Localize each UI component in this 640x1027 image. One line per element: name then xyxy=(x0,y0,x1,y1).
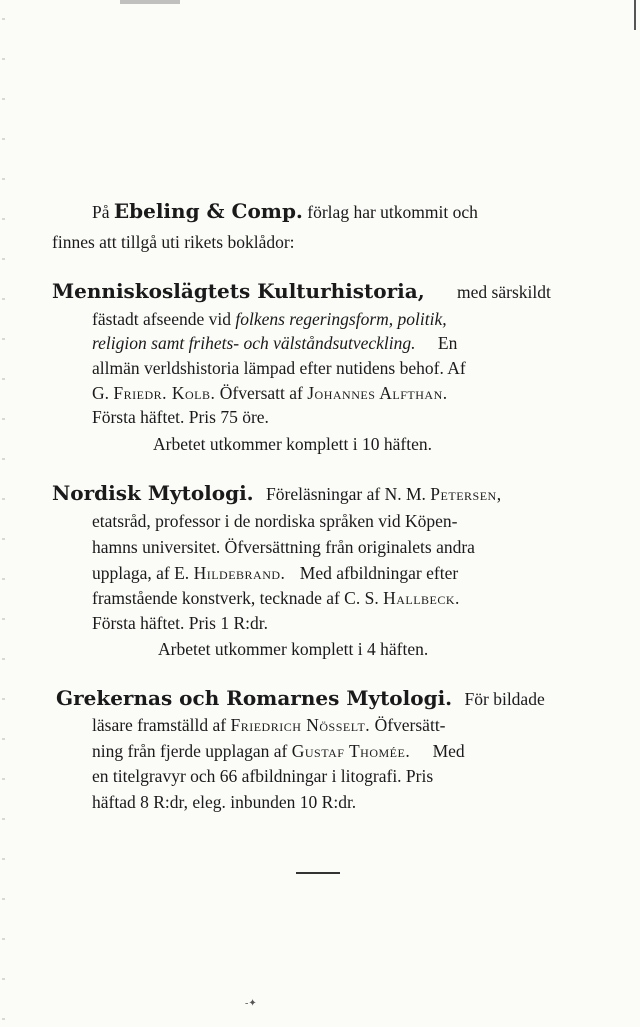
entry1-line-1 xyxy=(52,280,551,303)
author-petersen: Petersen, xyxy=(430,484,502,504)
entry2-line-7: Arbetet utkommer komplett i 4 häften. xyxy=(158,639,429,659)
entry1-line-4: allmän verldshistoria lämpad efter nutidens behof. Af xyxy=(92,358,466,378)
intro-line-2: finnes att tillgå uti rikets boklådor: xyxy=(52,232,295,252)
translator-thomee: Gustaf Thomée. xyxy=(291,741,411,761)
entry1-l2-italic: folkens regeringsform, politik, xyxy=(235,309,447,329)
illustrator-hallbeck: Hallbeck. xyxy=(383,588,460,608)
entry3-line-4: en titelgravyr och 66 afbildningar i litografi. Pris xyxy=(92,766,434,786)
entry2-line-2: etatsråd, professor i de nordiska språken vid Köpen- xyxy=(92,511,458,531)
entry2-l5-a: framstående konstverk, tecknade af C. S. xyxy=(92,588,379,608)
entry3-l1-tail: För bildade xyxy=(464,689,545,709)
translator-alfthan: Johannes Alfthan. xyxy=(307,383,448,403)
entry2-line-3: hamns universitet. Öfversättning från originalets andra xyxy=(92,537,475,557)
page-edge-left xyxy=(2,0,5,1027)
intro-rest: förlag har utkommit och xyxy=(307,202,478,222)
entry1-line-2 xyxy=(92,308,447,330)
entry1-line-3 xyxy=(92,332,457,354)
entry2-line-4 xyxy=(92,562,458,584)
entry1-line-5 xyxy=(92,382,448,404)
entry3-l3-a: ning från fjerde upplagan af xyxy=(92,741,288,761)
translator-hildebrand: Hildebrand. xyxy=(193,563,286,583)
entry2-line-1 xyxy=(52,482,502,505)
entry3-line-3 xyxy=(92,740,465,762)
page-edge-right xyxy=(634,0,636,30)
entry2-line-6: Första häftet. Pris 1 R:dr. xyxy=(92,613,268,633)
entry3-title: Grekernas och Romarnes Mytologi. xyxy=(56,686,453,710)
entry1-l5-a: G. xyxy=(92,383,110,403)
entry1-l1-tail: med särskildt xyxy=(457,282,551,302)
publisher-name: Ebeling & Comp. xyxy=(113,199,303,223)
entry3-line-1 xyxy=(56,687,545,710)
entry1-line-6: Första häftet. Pris 75 öre. xyxy=(92,407,269,427)
author-kolb: Friedr. Kolb. xyxy=(113,383,216,403)
top-smudge xyxy=(120,0,180,4)
entry3-l3-b: Med xyxy=(432,741,465,761)
entry1-l3-tail: En xyxy=(437,333,458,353)
entry2-l4-a: upplaga, af E. xyxy=(92,563,190,583)
entry1-l3-italic: religion samt frihets- och välståndsutveckling. xyxy=(92,333,416,353)
entry3-line-2 xyxy=(92,714,446,736)
entry1-l2-a: fästadt afseende vid xyxy=(92,309,231,329)
entry3-l2-a: läsare framställd af xyxy=(92,715,227,735)
section-divider xyxy=(296,872,340,874)
footer-mark: -✦ xyxy=(245,998,257,1009)
entry1-line-7: Arbetet utkommer komplett i 10 häften. xyxy=(153,434,432,454)
author-nosselt: Friedrich Nösselt. xyxy=(230,715,371,735)
entry2-l1-a: Föreläsningar af N. M. xyxy=(266,484,426,504)
entry2-l4-b: Med afbildningar efter xyxy=(299,563,459,583)
entry2-line-5 xyxy=(92,587,460,609)
entry2-title: Nordisk Mytologi. xyxy=(52,481,254,505)
entry3-line-5: häftad 8 R:dr, eleg. inbunden 10 R:dr. xyxy=(92,792,357,812)
intro-line-1 xyxy=(92,200,478,223)
entry3-l2-b: Öfversätt- xyxy=(374,715,446,735)
entry1-title: Menniskoslägtets Kulturhistoria, xyxy=(52,279,425,303)
entry1-l5-b: Öfversatt af xyxy=(219,383,303,403)
intro-pre: På xyxy=(92,202,110,222)
